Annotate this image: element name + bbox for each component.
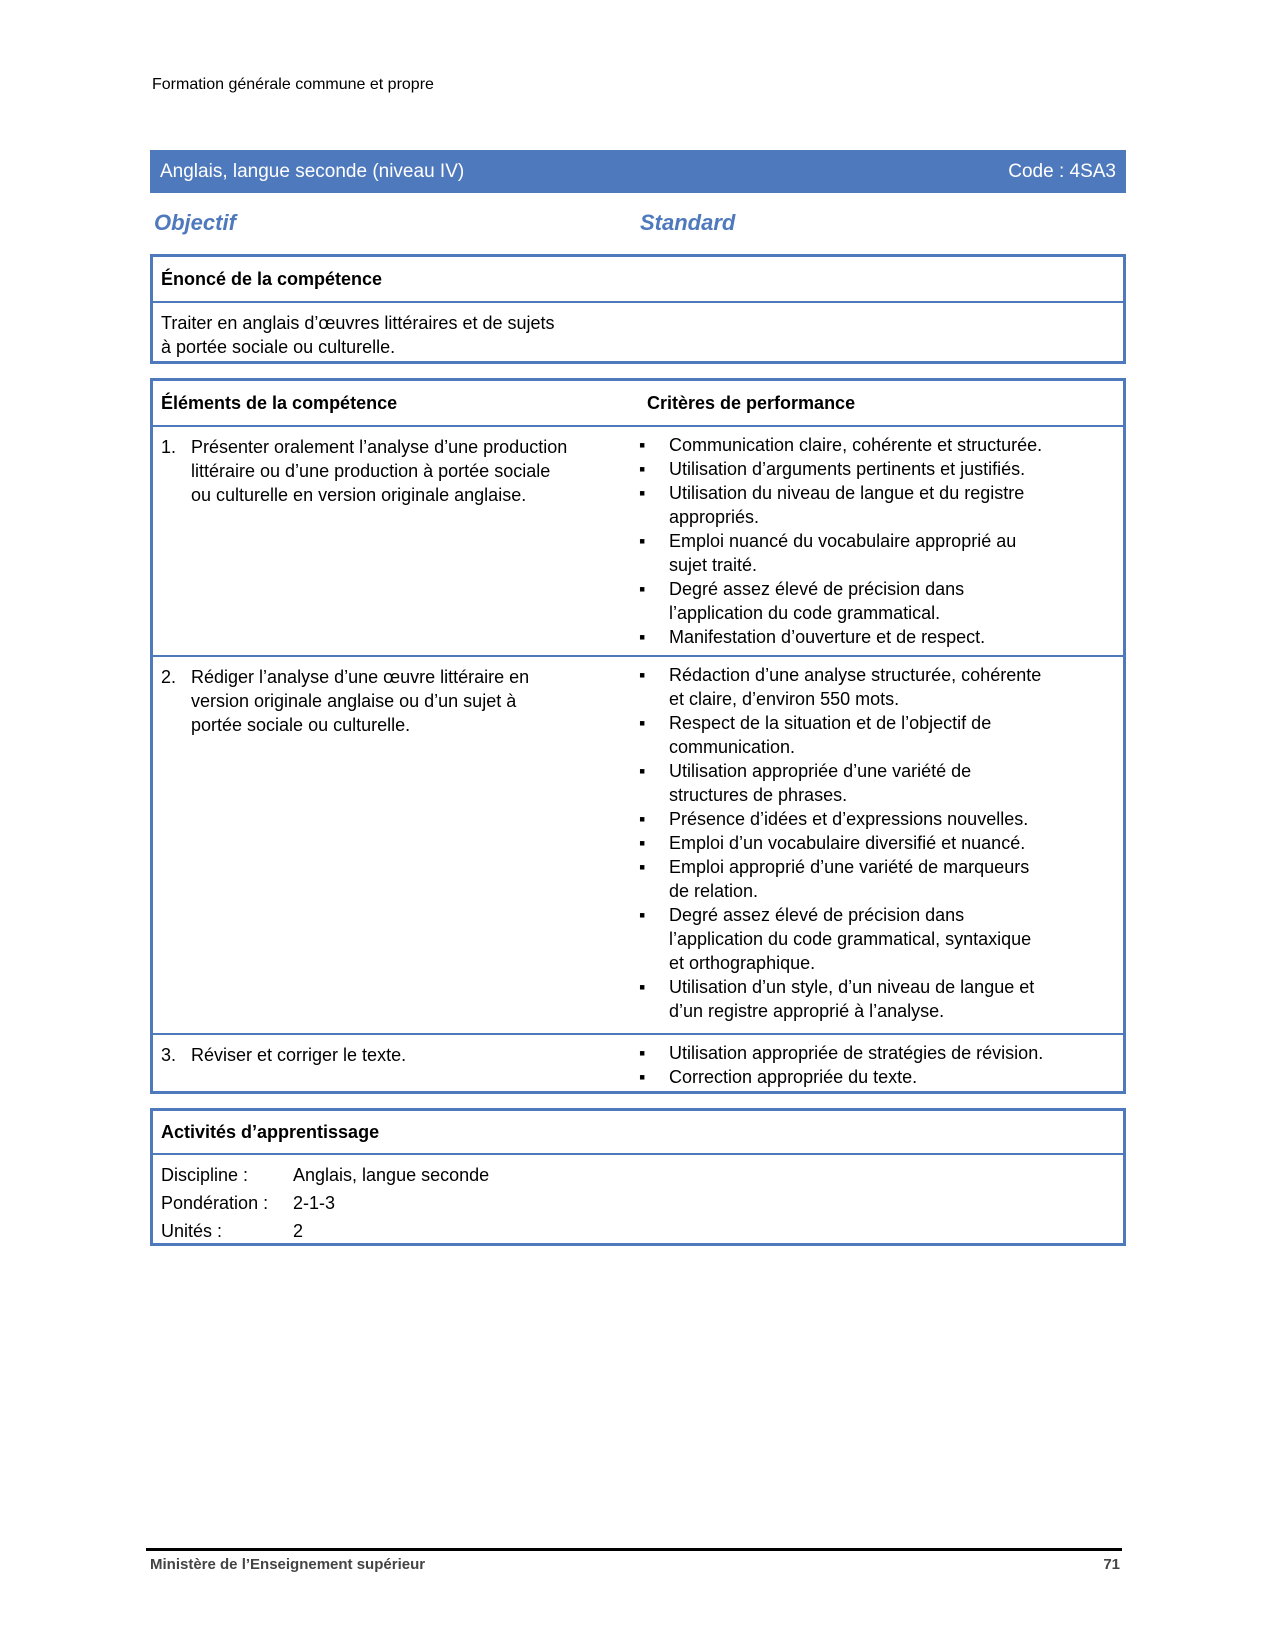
- element-cell: [153, 427, 639, 655]
- activites-body: [153, 1155, 1123, 1245]
- bullet-icon: ▪: [639, 459, 646, 479]
- criterion-line: et orthographique.: [669, 953, 816, 973]
- criterion-text: [669, 831, 1111, 855]
- criterion-item: [639, 855, 1111, 903]
- discipline-key: Discipline :: [161, 1164, 249, 1185]
- criterion-line: d’un registre approprié à l’analyse.: [669, 1001, 945, 1021]
- criterion-item: [639, 759, 1111, 807]
- criterion-line: Correction appropriée du texte.: [669, 1067, 918, 1087]
- criteria-list: [639, 1041, 1111, 1089]
- discipline-value: Anglais, langue seconde: [293, 1164, 490, 1185]
- criterion-line: Emploi d’un vocabulaire diversifié et nuancé.: [669, 833, 1026, 853]
- course-title: Anglais, langue seconde (niveau IV): [160, 160, 465, 182]
- element-text: [191, 665, 529, 1033]
- criterion-line: Communication claire, cohérente et structurée.: [669, 435, 1043, 455]
- criterion-line: Manifestation d’ouverture et de respect.: [669, 627, 986, 647]
- element-line: Présenter oralement l’analyse d’une production: [191, 437, 568, 457]
- criterion-text: [669, 663, 1111, 711]
- bullet-icon: ▪: [639, 713, 646, 733]
- criterion-line: Emploi approprié d’une variété de marqueurs: [669, 857, 1030, 877]
- bullet-icon: ▪: [639, 1067, 646, 1087]
- bullet-icon: ▪: [639, 761, 646, 781]
- element-row: [153, 1035, 1123, 1091]
- footer-ministry: Ministère de l’Enseignement supérieur: [150, 1556, 426, 1573]
- enonce-section: [150, 254, 1126, 364]
- criterion-line: Présence d’idées et d’expressions nouvelles.: [669, 809, 1029, 829]
- criterion-item: [639, 975, 1111, 1023]
- page-number: 71: [1103, 1556, 1120, 1573]
- criterion-text: [669, 1041, 1111, 1065]
- element-line: Rédiger l’analyse d’une œuvre littéraire en: [191, 667, 530, 687]
- criterion-text: [669, 529, 1111, 577]
- criterion-item: [639, 1065, 1111, 1089]
- criterion-item: [639, 481, 1111, 529]
- bullet-icon: ▪: [639, 833, 646, 853]
- bullet-icon: ▪: [639, 627, 646, 647]
- criterion-line: de relation.: [669, 881, 759, 901]
- criterion-line: et claire, d’environ 550 mots.: [669, 689, 900, 709]
- criterion-line: Rédaction d’une analyse structurée, cohérente: [669, 665, 1042, 685]
- criterion-text: [669, 1065, 1111, 1089]
- criterion-line: Utilisation d’un style, d’un niveau de langue et: [669, 977, 1035, 997]
- enonce-heading: Énoncé de la compétence: [153, 257, 1123, 303]
- bullet-icon: ▪: [639, 809, 646, 829]
- criteria-cell: [639, 1035, 1123, 1091]
- criterion-item: [639, 1041, 1111, 1065]
- unites-key: Unités :: [161, 1220, 223, 1241]
- criterion-line: Degré assez élevé de précision dans: [669, 579, 965, 599]
- criterion-item: [639, 433, 1111, 457]
- criterion-item: [639, 831, 1111, 855]
- criteria-list: [639, 433, 1111, 649]
- course-code: Code : 4SA3: [1008, 160, 1116, 182]
- elements-heading: Éléments de la compétence: [161, 392, 398, 413]
- enonce-body: [153, 303, 1123, 359]
- criterion-text: [669, 759, 1111, 807]
- criterion-item: [639, 577, 1111, 625]
- criteria-cell: [639, 427, 1123, 655]
- criterion-text: [669, 577, 1111, 625]
- criterion-line: Utilisation appropriée d’une variété de: [669, 761, 972, 781]
- ponderation-key: Pondération :: [161, 1192, 269, 1213]
- bullet-icon: ▪: [639, 531, 646, 551]
- element-line: portée sociale ou culturelle.: [191, 715, 411, 735]
- criterion-line: Utilisation d’arguments pertinents et justifiés.: [669, 459, 1026, 479]
- element-text: [191, 435, 567, 655]
- element-cell: [153, 657, 639, 1033]
- criteria-cell: [639, 657, 1123, 1033]
- criterion-line: Utilisation du niveau de langue et du registre: [669, 483, 1025, 503]
- element-line: ou culturelle en version originale anglaise.: [191, 485, 527, 505]
- criterion-text: [669, 481, 1111, 529]
- criterion-item: [639, 807, 1111, 831]
- criterion-text: [669, 433, 1111, 457]
- criterion-line: Utilisation appropriée de stratégies de révision.: [669, 1043, 1044, 1063]
- criterion-item: [639, 903, 1111, 975]
- element-row: [153, 657, 1123, 1035]
- criterion-line: sujet traité.: [669, 555, 758, 575]
- criterion-text: [669, 903, 1111, 975]
- criterion-line: appropriés.: [669, 507, 760, 527]
- unites-row: [161, 1217, 1115, 1245]
- ponderation-value: 2-1-3: [293, 1192, 336, 1213]
- criterion-text: [669, 711, 1111, 759]
- criteria-heading: Critères de performance: [647, 392, 856, 413]
- element-text: [191, 1043, 406, 1091]
- bullet-icon: ▪: [639, 483, 646, 503]
- bullet-icon: ▪: [639, 977, 646, 997]
- criterion-text: [669, 807, 1111, 831]
- footer: [150, 1556, 1120, 1573]
- criterion-item: [639, 711, 1111, 759]
- enonce-line: Traiter en anglais d’œuvres littéraires et de sujets: [161, 313, 555, 333]
- bullet-icon: ▪: [639, 857, 646, 877]
- ponderation-row: [161, 1189, 1115, 1217]
- enonce-line: à portée sociale ou culturelle.: [161, 337, 396, 357]
- standard-label: Standard: [640, 210, 736, 235]
- footer-rule: [146, 1548, 1122, 1551]
- element-cell: [153, 1035, 639, 1091]
- elements-table: [150, 378, 1126, 1094]
- criterion-line: communication.: [669, 737, 796, 757]
- criterion-line: structures de phrases.: [669, 785, 848, 805]
- bullet-icon: ▪: [639, 665, 646, 685]
- element-line: littéraire ou d’une production à portée sociale: [191, 461, 551, 481]
- bullet-icon: ▪: [639, 905, 646, 925]
- criterion-item: [639, 625, 1111, 649]
- activites-heading: Activités d’apprentissage: [153, 1111, 1123, 1155]
- objectif-label: Objectif: [154, 210, 236, 235]
- criteria-list: [639, 663, 1111, 1023]
- bullet-icon: ▪: [639, 435, 646, 455]
- criterion-text: [669, 975, 1111, 1023]
- criterion-text: [669, 625, 1111, 649]
- discipline-row: [161, 1161, 1115, 1189]
- element-number: 3.: [161, 1045, 177, 1065]
- criterion-line: Degré assez élevé de précision dans: [669, 905, 965, 925]
- course-title-bar: [150, 150, 1126, 193]
- criterion-item: [639, 529, 1111, 577]
- element-number: 1.: [161, 437, 177, 457]
- element-line: Réviser et corriger le texte.: [191, 1045, 407, 1065]
- bullet-icon: ▪: [639, 579, 646, 599]
- criterion-item: [639, 663, 1111, 711]
- criterion-text: [669, 855, 1111, 903]
- criterion-text: [669, 457, 1111, 481]
- elements-table-header: [153, 381, 1123, 427]
- unites-value: 2: [293, 1220, 304, 1241]
- bullet-icon: ▪: [639, 1043, 646, 1063]
- activites-section: [150, 1108, 1126, 1246]
- criterion-line: Respect de la situation et de l’objectif de: [669, 713, 992, 733]
- criterion-item: [639, 457, 1111, 481]
- element-line: version originale anglaise ou d’un sujet à: [191, 691, 517, 711]
- element-number: 2.: [161, 667, 177, 687]
- criterion-line: l’application du code grammatical, syntaxique: [669, 929, 1032, 949]
- criterion-line: l’application du code grammatical.: [669, 603, 941, 623]
- running-header: Formation générale commune et propre: [152, 76, 434, 93]
- criterion-line: Emploi nuancé du vocabulaire approprié au: [669, 531, 1017, 551]
- element-row: [153, 427, 1123, 657]
